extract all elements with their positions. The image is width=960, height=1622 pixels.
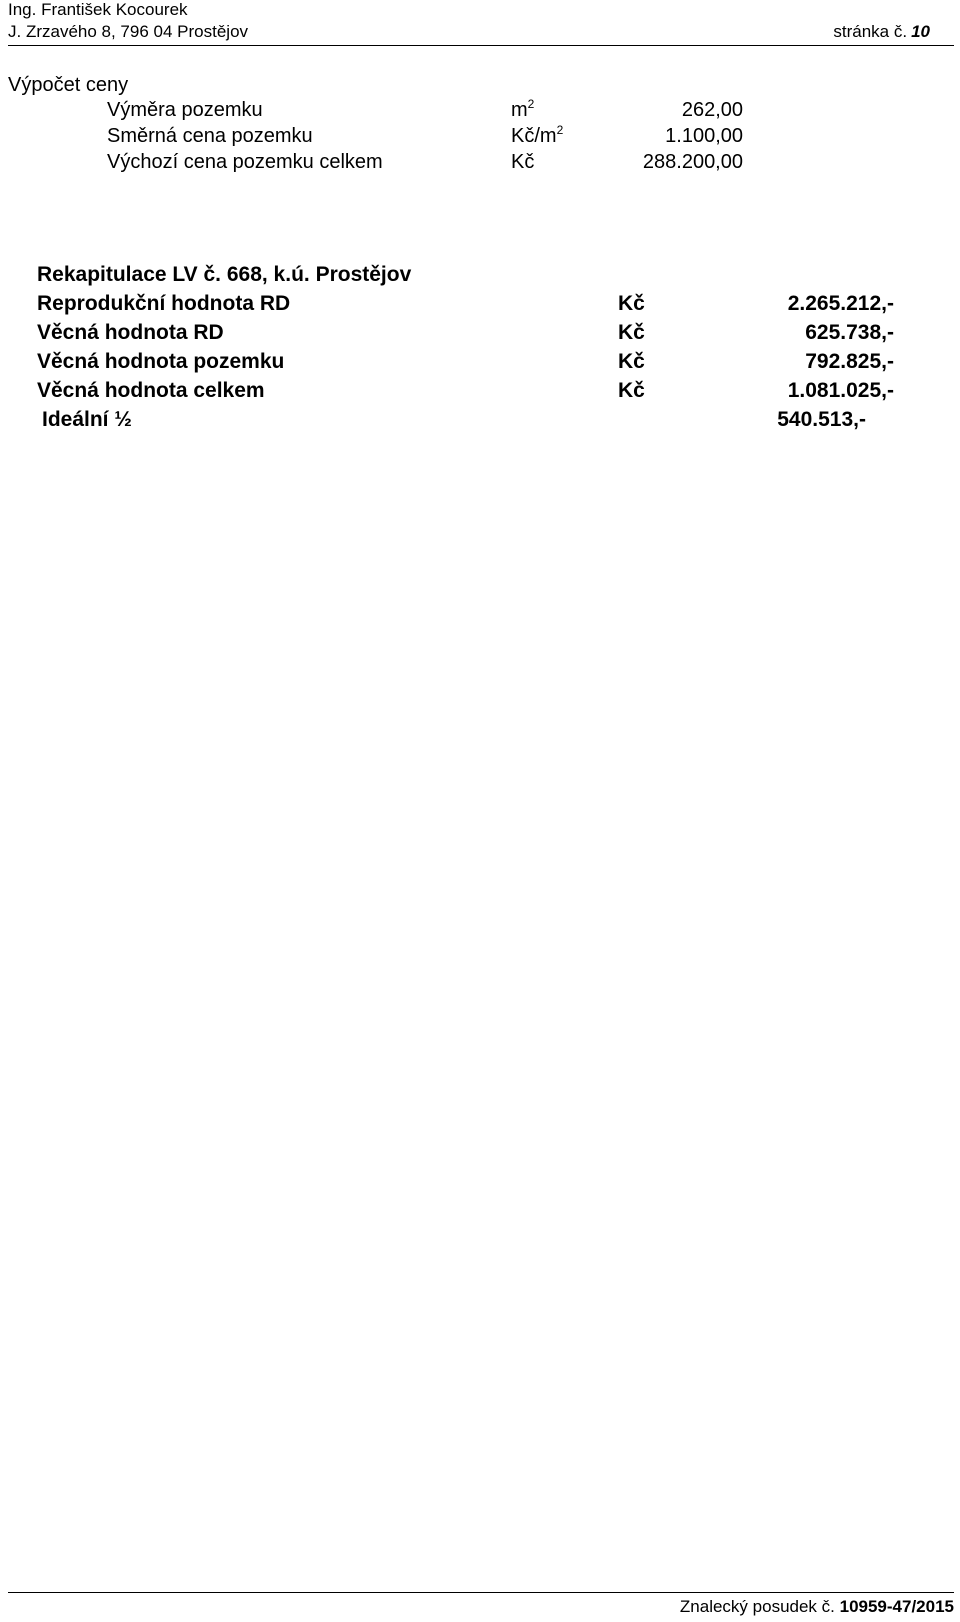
- page-indicator: [833, 22, 930, 42]
- recap-label: Věcná hodnota RD: [37, 321, 224, 344]
- recap-value: 625.738,-: [805, 321, 894, 344]
- author-name: Ing. František Kocourek: [8, 0, 188, 19]
- calc-label: Směrná cena pozemku: [107, 125, 313, 147]
- calc-value: 288.200,00: [642, 151, 743, 173]
- calc-unit: $m^2$: [511, 97, 535, 121]
- calc-value: 1.100,00: [665, 125, 743, 147]
- recap-value: 1.081.025,-: [787, 379, 894, 402]
- page-label: stránka č.: [833, 22, 908, 41]
- recap-ideal-value: 540.513,-: [777, 408, 866, 431]
- recap-unit: Kč: [618, 350, 645, 373]
- calc-row-unit-price: [0, 124, 960, 150]
- calculation-title: Výpočet ceny: [8, 74, 129, 96]
- recap-label: Reprodukční hodnota RD: [37, 292, 291, 315]
- footer-report-id: [680, 1597, 954, 1617]
- recap-unit: Kč: [618, 321, 645, 344]
- recap-unit: Kč: [618, 379, 645, 402]
- recap-value: 2.265.212,-: [787, 292, 894, 315]
- header-divider: [8, 45, 954, 46]
- calc-value: 262,00: [681, 99, 743, 121]
- calc-unit: $Kč/m^2$: [511, 123, 564, 147]
- footer-divider: [8, 1592, 954, 1593]
- calc-row-land-area: [0, 98, 960, 124]
- footer-number: 10959-47/2015: [839, 1597, 954, 1616]
- recap-ideal-label: Ideální ½: [42, 408, 132, 431]
- recap-label: Věcná hodnota pozemku: [37, 350, 285, 373]
- recap-unit: Kč: [618, 292, 645, 315]
- calc-unit: Kč: [511, 151, 535, 173]
- calc-row-total: [0, 150, 960, 176]
- author-address: J. Zrzavého 8, 796 04 Prostějov: [8, 22, 249, 41]
- recap-value: 792.825,-: [805, 350, 894, 373]
- footer-label: Znalecký posudek č.: [679, 1597, 835, 1616]
- recap-title: Rekapitulace LV č. 668, k.ú. Prostějov: [37, 263, 412, 286]
- page-number: 10: [911, 22, 930, 41]
- calc-label: Výměra pozemku: [107, 99, 263, 121]
- recap-label: Věcná hodnota celkem: [37, 379, 265, 402]
- calc-label: Výchozí cena pozemku celkem: [107, 151, 383, 173]
